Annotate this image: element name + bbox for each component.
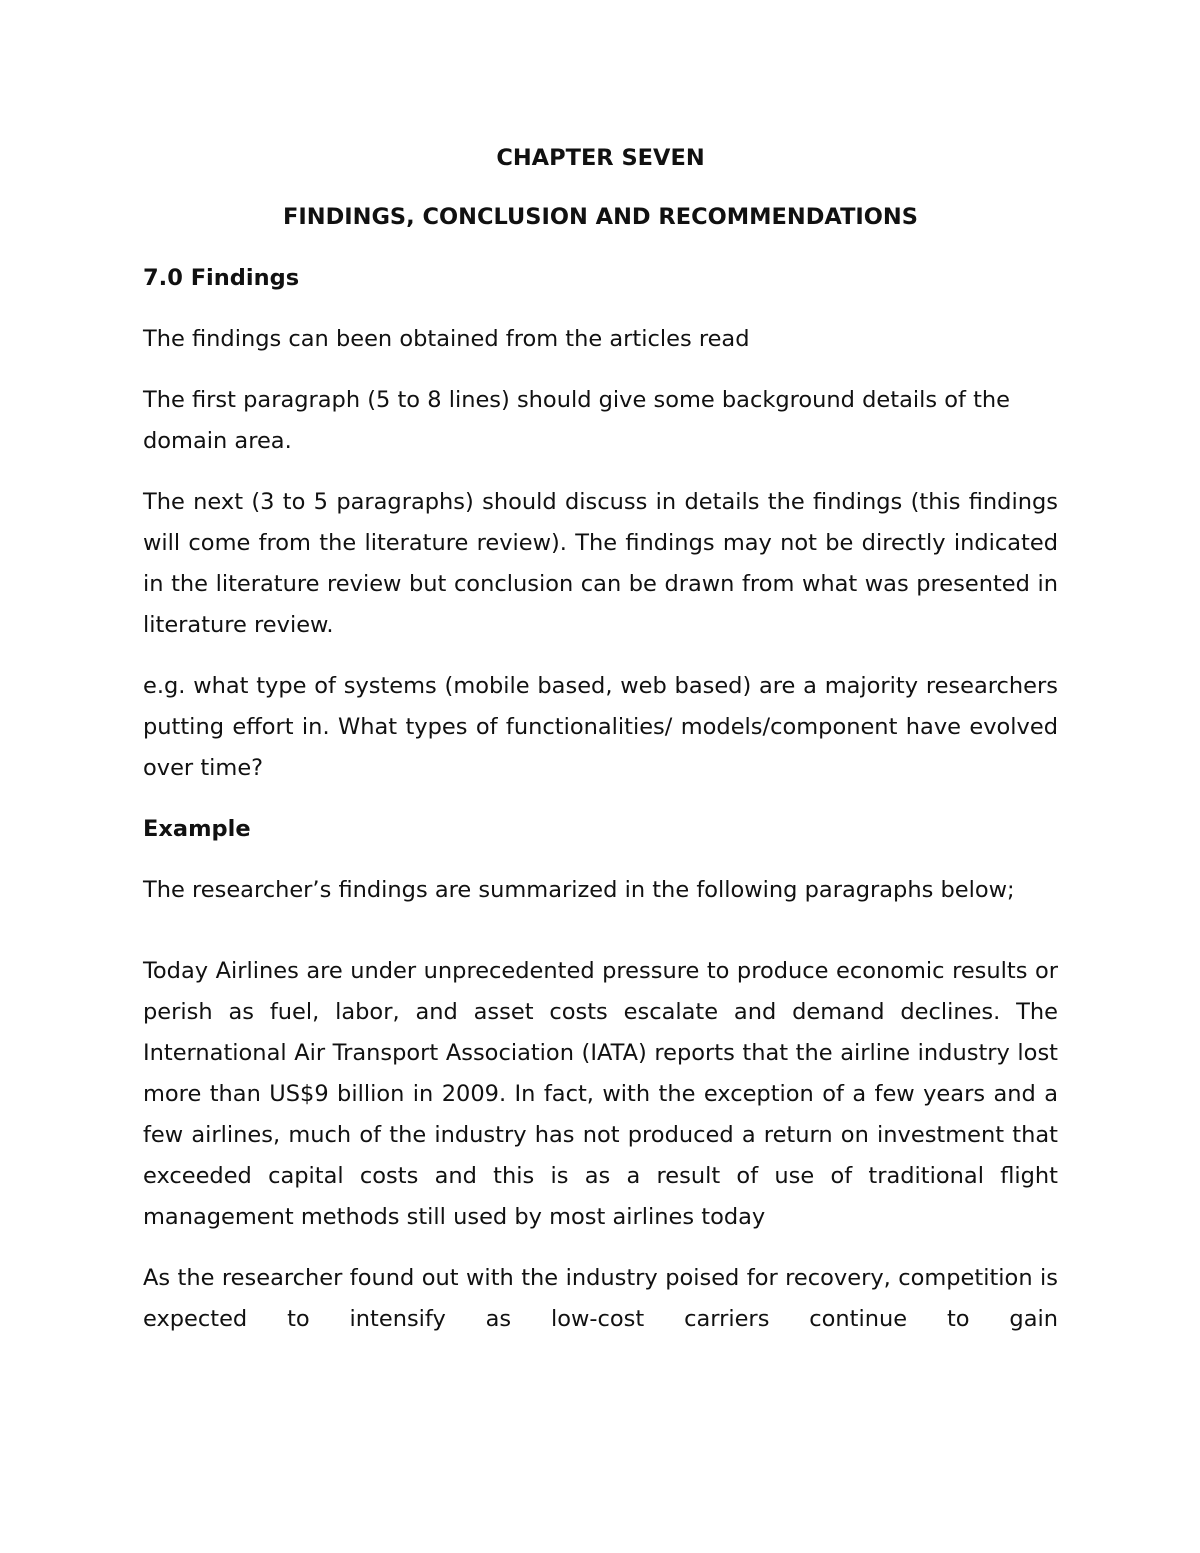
paragraph-findings-source: The findings can been obtained from the articles read xyxy=(143,326,750,352)
example-heading: Example xyxy=(143,816,251,842)
paragraph-industry-recovery: As the researcher found out with the industry poised for recovery, competition is expected to intensify as low-cost carriers continue to gain xyxy=(143,1265,1058,1332)
document-page xyxy=(143,138,1058,1360)
paragraph-example-questions: e.g. what type of systems (mobile based, web based) are a majority researchers putting effort in. What types of functionalities/ models/component have evolved over time? xyxy=(143,673,1058,781)
chapter-heading: CHAPTER SEVEN xyxy=(496,145,705,171)
paragraph-airlines-pressure: Today Airlines are under unprecedented pressure to produce economic results or perish as fuel, labor, and asset costs escalate and demand declines. The International Air Transport Association (IATA) reports that the airline industry lost more than US$9 billion in 2009. In fact, with the exception of a few years and a few airlines, much of the industry has not produced a return on investment that exceeded capital costs and this is as a result of use of traditional flight management methods still used by most airlines today xyxy=(143,958,1058,1230)
paragraph-findings-summary-intro: The researcher’s findings are summarized in the following paragraphs below; xyxy=(143,877,1015,903)
section-heading-findings: 7.0 Findings xyxy=(143,265,300,291)
spacer xyxy=(143,931,1058,951)
paragraph-next-instructions: The next (3 to 5 paragraphs) should discuss in details the findings (this findings will come from the literature review). The findings may not be directly indicated in the literature review but conclusion can be drawn from what was presented in literature review. xyxy=(143,489,1058,638)
paragraph-first-instructions: The first paragraph (5 to 8 lines) should give some background details of the domain area. xyxy=(143,387,1010,454)
chapter-title: FINDINGS, CONCLUSION AND RECOMMENDATIONS xyxy=(283,204,918,230)
